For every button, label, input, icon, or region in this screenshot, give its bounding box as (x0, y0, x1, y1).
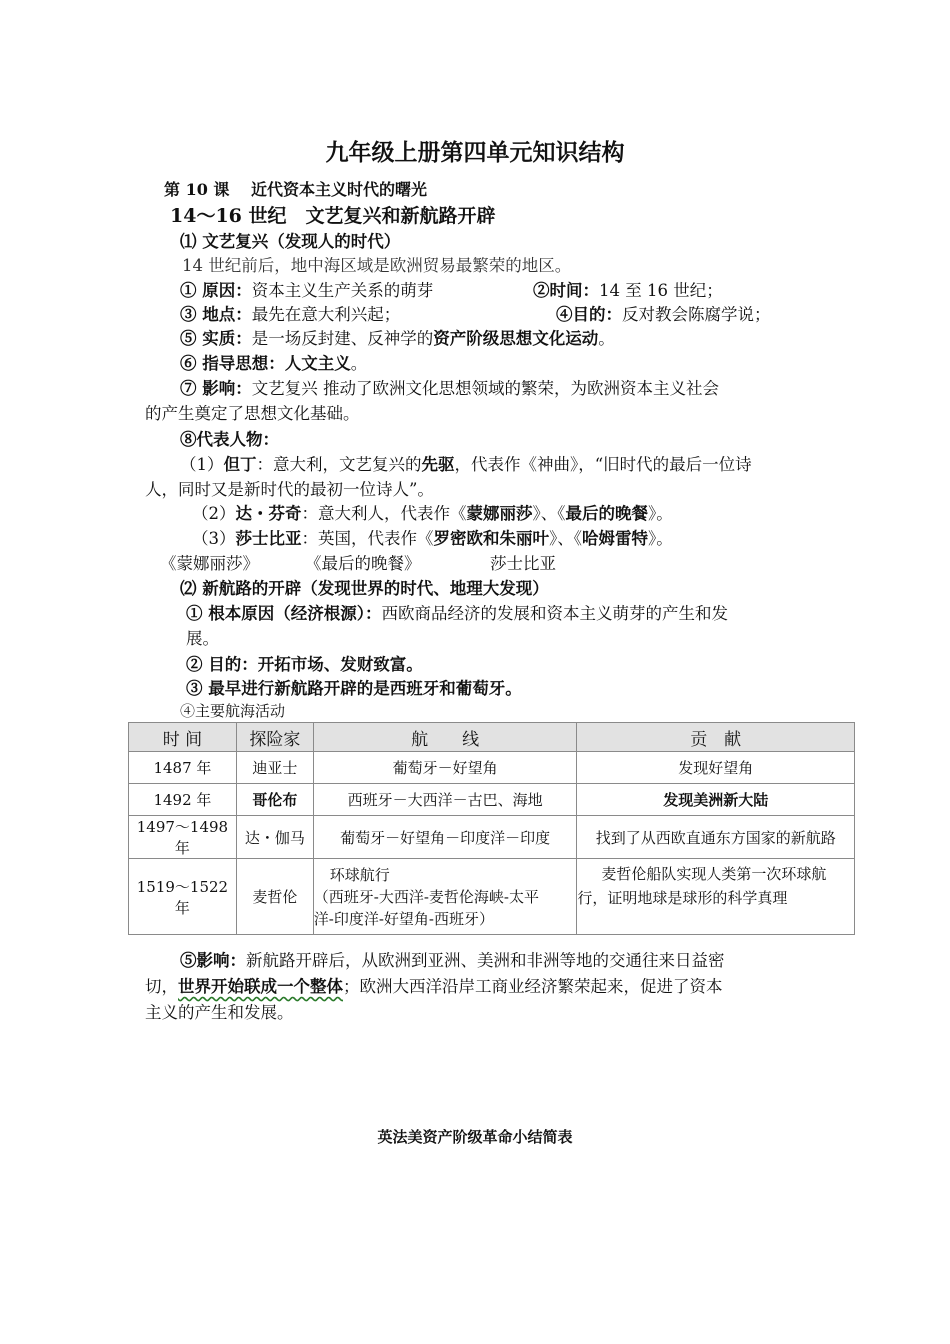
route-influence-label: ⑤影响： (180, 951, 246, 970)
purpose-text: 反对教会陈腐学说； (622, 305, 771, 324)
cell-explorer: 达・伽马 (236, 816, 313, 859)
cell-route (313, 859, 577, 935)
cause-text: 资本主义生产关系的萌芽 (251, 281, 434, 300)
era-heading: 14～16 世纪 文艺复兴和新航路开辟 (170, 205, 496, 227)
route-line-1: 环球航行 (329, 865, 390, 884)
shakespeare-text: ：英国，代表作《 (301, 529, 434, 548)
contribution-line-1: 麦哲伦船队实现人类第一次环球航 (601, 865, 827, 883)
essence-line (180, 325, 615, 349)
header-contribution: 贡 献 (577, 723, 855, 752)
influence-line-2: 的产生奠定了思想文化基础。 (145, 404, 360, 423)
route-line-2: （西班牙-大西洋-麦哲伦海峡-太平 (313, 887, 539, 906)
route-influence-text-2b: ；欧洲大西洋沿岸工商业经济繁荣起来，促进了资本 (343, 977, 723, 996)
essence-text: 是一场反封建、反神学的 (251, 329, 434, 348)
cell-explorer: 迪亚士 (236, 752, 313, 784)
place-label: ③ 地点： (180, 305, 252, 324)
cell-contribution (577, 859, 855, 935)
new-route-heading: ⑵ 新航路的开辟（发现世界的时代、地理大发现） (180, 579, 549, 598)
purpose-label: ④目的： (556, 305, 622, 324)
davinci-number: （2） (192, 504, 236, 523)
time-line (533, 277, 723, 301)
cell-time: 1497～1498 年 (129, 816, 237, 859)
route-influence-line-2 (145, 973, 723, 997)
cell-explorer: 哥伦布 (236, 784, 313, 816)
dante-name: 但丁 (223, 455, 257, 474)
table-row (129, 816, 855, 859)
renaissance-heading: ⑴ 文艺复兴（发现人的时代） (180, 232, 401, 251)
route-influence-text-2a: 切， (145, 977, 178, 996)
cell-time: 1519～1522 年 (129, 859, 237, 935)
davinci-work-2: 最后的晚餐 (565, 504, 648, 523)
caption-mona-lisa: 《蒙娜丽莎》 (160, 554, 259, 573)
cell-time: 1487 年 (129, 752, 237, 784)
influence-label: ⑦ 影响： (180, 379, 252, 398)
route-purpose: ② 目的：开拓市场、发财致富。 (186, 655, 423, 674)
caption-last-supper: 《最后的晚餐》 (305, 554, 421, 573)
header-explorer: 探险家 (236, 723, 313, 752)
time-text: 14 至 16 世纪； (599, 281, 723, 300)
shakespeare-line (192, 525, 673, 549)
root-cause-text: 西欧商品经济的发展和资本主义萌芽的产生和发 (381, 604, 728, 623)
caption-shakespeare: 莎士比亚 (490, 554, 556, 573)
dante-pioneer: 先驱 (421, 455, 455, 474)
cell-contribution: 发现好望角 (577, 752, 855, 784)
route-influence-bold: 世界开始联成一个整体 (178, 977, 343, 996)
guide-bold: 人文主义 (284, 354, 351, 373)
davinci-text: ：意大利人，代表作《 (301, 504, 467, 523)
cell-contribution: 发现美洲新大陆 (577, 784, 855, 816)
dante-line-1 (180, 451, 752, 475)
figures-heading: ⑧代表人物： (180, 430, 279, 449)
lesson-heading: 第 10 课 近代资本主义时代的曙光 (164, 180, 427, 199)
shakespeare-name: 莎士比亚 (235, 529, 302, 548)
shakespeare-end: 》。 (648, 529, 673, 548)
cell-time: 1492 年 (129, 784, 237, 816)
davinci-end: 》。 (648, 504, 673, 523)
earliest-nations: ③ 最早进行新航路开辟的是西班牙和葡萄牙。 (186, 679, 522, 698)
renaissance-intro: 14 世纪前后，地中海区域是欧洲贸易最繁荣的地区。 (182, 256, 572, 275)
shakespeare-number: （3） (192, 529, 236, 548)
guide-end: 。 (350, 354, 368, 373)
route-influence-line-1 (180, 947, 725, 971)
table-row (129, 859, 855, 935)
activities-label: ④主要航海活动 (180, 702, 286, 720)
table-row (129, 752, 855, 784)
essence-end: 。 (598, 329, 615, 348)
header-route: 航 线 (313, 723, 577, 752)
cell-route: 葡萄牙－好望角－印度洋－印度 (313, 816, 577, 859)
shakespeare-work-1: 罗密欧和朱丽叶 (433, 529, 549, 548)
table-header-row (129, 723, 855, 752)
davinci-name: 达・芬奇 (235, 504, 302, 523)
cell-route: 西班牙－大西洋－古巴、海地 (313, 784, 577, 816)
route-line-3: 洋-印度洋-好望角-西班牙） (313, 909, 494, 928)
time-label: ②时间： (533, 281, 599, 300)
dante-number: （1） (180, 455, 224, 474)
cause-line (180, 277, 433, 301)
route-influence-text-1: 新航路开辟后，从欧洲到亚洲、美洲和非洲等地的交通往来日益密 (246, 951, 725, 970)
root-cause-line-1 (186, 600, 728, 624)
cell-route: 葡萄牙－好望角 (313, 752, 577, 784)
dante-text-a: ：意大利，文艺复兴的 (256, 455, 422, 474)
summary-table-title: 英法美资产阶级革命小结简表 (377, 1128, 573, 1146)
influence-line-1 (180, 375, 719, 399)
essence-label: ⑤ 实质： (180, 329, 252, 348)
place-line (180, 301, 400, 325)
dante-text-b: ，代表作《神曲》，“旧时代的最后一位诗 (454, 455, 752, 474)
root-cause-label: ① 根本原因（经济根源）： (186, 604, 382, 623)
davinci-line (192, 500, 673, 524)
table-row (129, 784, 855, 816)
contribution-line-2: 行，证明地球是球形的科学真理 (577, 889, 788, 907)
root-cause-line-2: 展。 (186, 629, 219, 648)
shakespeare-work-2: 哈姆雷特 (582, 529, 648, 548)
guide-line (180, 350, 367, 374)
route-influence-line-3: 主义的产生和发展。 (145, 1003, 294, 1022)
header-time: 时 间 (129, 723, 237, 752)
influence-text-1: 文艺复兴 推动了欧洲文化思想领域的繁荣，为欧洲资本主义社会 (251, 379, 719, 398)
cell-contribution: 找到了从西欧直通东方国家的新航路 (577, 816, 855, 859)
shakespeare-sep: 》、《 (549, 529, 582, 548)
purpose-line (556, 301, 771, 325)
dante-line-2: 人，同时又是新时代的最初一位诗人”。 (145, 480, 434, 499)
cause-label: ① 原因： (180, 281, 252, 300)
cell-explorer: 麦哲伦 (236, 859, 313, 935)
place-text: 最先在意大利兴起； (251, 305, 401, 324)
davinci-work-1: 蒙娜丽莎 (466, 504, 533, 523)
page-title: 九年级上册第四单元知识结构 (325, 139, 625, 166)
guide-label: ⑥ 指导思想： (180, 354, 285, 373)
davinci-sep: 》、《 (532, 504, 566, 523)
voyages-table (128, 722, 855, 935)
essence-bold: 资产阶级思想文化运动 (433, 329, 599, 348)
